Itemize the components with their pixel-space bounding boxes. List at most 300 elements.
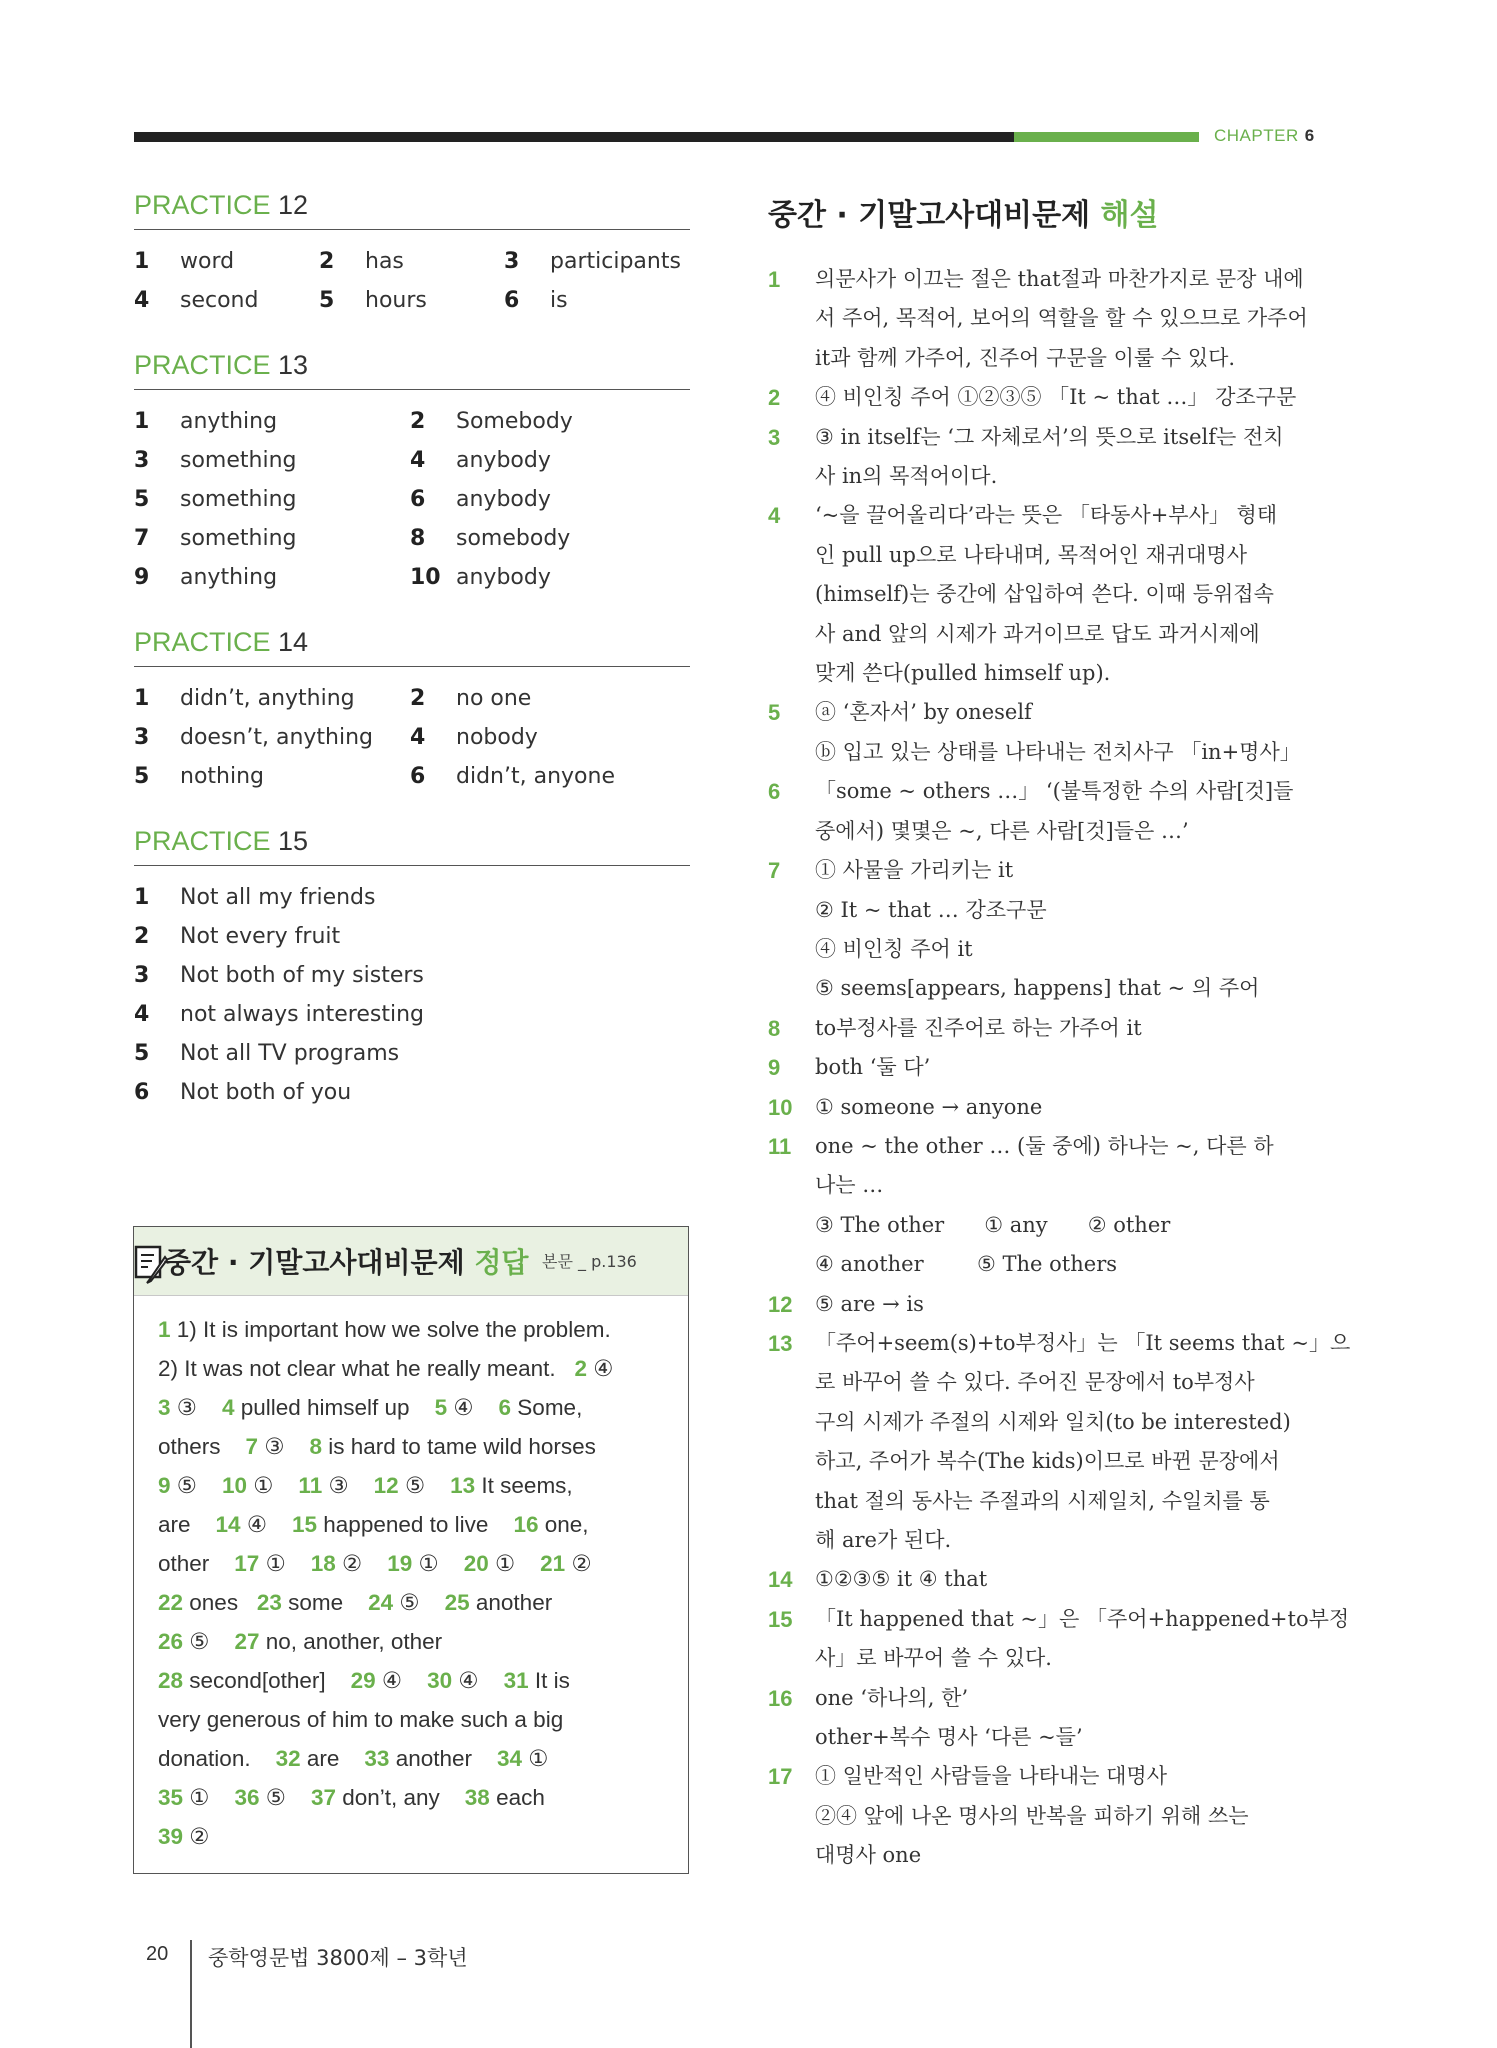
solution-item [768, 260, 1324, 378]
answer-text: donation. [158, 1746, 276, 1771]
answer-text: ones [183, 1590, 257, 1615]
solution-line: 사」로 바꾸어 쓸 수 있다. [815, 1646, 1052, 1671]
practice-answer-item [134, 402, 410, 441]
item-answer: not always interesting [180, 1002, 424, 1027]
solution-text [815, 851, 1324, 1009]
item-number: 7 [134, 526, 150, 551]
solution-text [815, 772, 1324, 851]
solution-text [815, 1757, 1324, 1875]
answer-text: one, [538, 1512, 589, 1537]
solution-line: ‘~을 끌어올리다’라는 뜻은 「타동사+부사」 형태 [815, 503, 1278, 528]
answer-number: 23 [256, 1590, 282, 1615]
answer-number: 39 [158, 1824, 184, 1849]
answer-text: no, another, other [259, 1629, 443, 1654]
answer-text: another [469, 1590, 553, 1615]
answer-text: ⑤ [183, 1629, 235, 1654]
item-number: 4 [134, 288, 150, 313]
practice-answer-item [134, 917, 690, 956]
answer-number: 18 [310, 1551, 336, 1576]
item-number: 5 [134, 764, 150, 789]
practice-answer-item [134, 956, 690, 995]
practice-section [134, 190, 690, 320]
practice-answers [134, 679, 690, 796]
item-number: 10 [410, 565, 441, 590]
practice-answer-item [134, 480, 410, 519]
practice-answer-item [134, 519, 410, 558]
solution-number: 5 [768, 700, 781, 726]
solution-line: ① 일반적인 사람들을 나타내는 대명사 [815, 1764, 1167, 1789]
book-title: 중학영문법 3800제 – 3학년 [208, 1946, 468, 1970]
solution-text [815, 693, 1324, 772]
solution-number: 8 [768, 1015, 781, 1041]
item-answer: Not every fruit [180, 924, 341, 949]
item-number: 6 [134, 1080, 150, 1105]
answer-number: 34 [497, 1746, 523, 1771]
practice-title: PRACTICE 12 [134, 190, 690, 230]
answer-number: 20 [463, 1551, 489, 1576]
answer-key-line [158, 1661, 666, 1700]
solution-line: 의문사가 이끄는 절은 that절과 마찬가지로 문장 내에 [815, 267, 1304, 291]
item-answer: nothing [180, 764, 264, 789]
answer-key-line [158, 1583, 666, 1622]
answer-number: 29 [350, 1668, 376, 1693]
practice-title: PRACTICE 13 [134, 350, 690, 390]
answer-number: 17 [234, 1551, 260, 1576]
solution-text [815, 1127, 1324, 1285]
answer-number: 8 [309, 1434, 323, 1459]
answer-text: ③ [170, 1395, 222, 1420]
solution-number: 12 [768, 1291, 793, 1317]
solution-line: that 절의 동사는 주절과의 시제일치, 수일치를 통 [815, 1488, 1270, 1513]
answer-text: ④ [240, 1512, 292, 1537]
solution-line: ①②③⑤ it ④ that [815, 1567, 988, 1592]
item-number: 6 [410, 487, 426, 512]
item-answer: nobody [456, 725, 538, 750]
item-number: 4 [410, 448, 426, 473]
header-rule-dark [134, 132, 1014, 142]
solution-line: ④ 비인칭 주어 ①②③⑤ 「It ~ that …」 강조구문 [815, 385, 1297, 410]
answer-text: ① [246, 1473, 299, 1498]
solution-line: 대명사 one [815, 1843, 922, 1868]
solution-line: ④ 비인칭 주어 it [815, 936, 973, 961]
answer-key-line [158, 1388, 666, 1427]
answer-number: 9 [158, 1473, 171, 1498]
practice-answer-item [410, 441, 690, 480]
solution-line: 나는 … [815, 1173, 884, 1198]
item-answer: Not all TV programs [180, 1041, 400, 1066]
answer-number: 25 [444, 1590, 470, 1615]
practice-answer-item [410, 679, 690, 718]
item-answer: Not all my friends [180, 885, 376, 910]
practice-number: 12 [278, 190, 309, 220]
solution-item [768, 693, 1324, 772]
practice-answer-item [134, 281, 319, 320]
solution-line: ① someone → anyone [815, 1094, 1043, 1119]
item-answer: word [180, 249, 235, 274]
item-answer: has [365, 249, 404, 274]
answer-key-line [158, 1778, 666, 1817]
solution-line: one ~ the other … (둘 중에) 하나는 ~, 다른 하 [815, 1133, 1274, 1158]
item-number: 5 [134, 1041, 150, 1066]
item-number: 2 [134, 924, 150, 949]
answer-number: 16 [513, 1512, 539, 1537]
answer-text: others [158, 1434, 246, 1459]
answer-text: ① [183, 1785, 235, 1810]
footer-divider [190, 1940, 192, 2048]
solution-number: 15 [768, 1606, 793, 1632]
item-number: 1 [134, 885, 150, 910]
answer-text: some [281, 1590, 369, 1615]
practice-answer-item [134, 1034, 690, 1073]
answer-key-body [134, 1296, 688, 1856]
solution-text [815, 1679, 1324, 1758]
practice-number: 13 [278, 350, 309, 380]
solution-line: ① 사물을 가리키는 it [815, 858, 1014, 883]
solution-item [768, 1009, 1324, 1048]
item-answer: hours [365, 288, 427, 313]
answer-key-line [158, 1544, 666, 1583]
answer-number: 1 [158, 1317, 171, 1342]
practice-answer-item [134, 878, 690, 917]
item-number: 3 [134, 963, 150, 988]
answer-text: ⑤ [393, 1590, 445, 1615]
answer-number: 10 [221, 1473, 247, 1498]
answer-text: are [158, 1512, 216, 1537]
answer-text: don’t, any [335, 1785, 465, 1810]
answer-text: ① [412, 1551, 464, 1576]
answer-key-line [158, 1310, 666, 1349]
answer-number: 7 [245, 1434, 259, 1459]
solution-line: 「주어+seem(s)+to부정사」는 「It seems that ~」으 [815, 1330, 1351, 1355]
solution-text [815, 1048, 1324, 1087]
item-answer: anything [180, 409, 278, 434]
solution-item [768, 1127, 1324, 1285]
item-number: 2 [410, 409, 426, 434]
solution-line: ③ The other ① any ② other [815, 1212, 1171, 1237]
solution-number: 16 [768, 1685, 793, 1711]
answer-text: very generous of him to make such a big [158, 1707, 564, 1732]
practice-answers [134, 402, 690, 597]
item-answer: something [180, 487, 297, 512]
practice-answer-item [134, 441, 410, 480]
answer-number: 5 [434, 1395, 448, 1420]
answer-text: second[other] [183, 1668, 351, 1693]
answer-number: 30 [427, 1668, 453, 1693]
answer-text: ④ [375, 1668, 428, 1693]
solution-line: 사 and 앞의 시제가 과거이므로 답도 과거시제에 [815, 621, 1260, 646]
solution-item [768, 1285, 1324, 1324]
answer-key-page-ref: 본문 _ p.136 [542, 1252, 637, 1271]
solution-item [768, 1048, 1324, 1087]
solution-text [815, 378, 1324, 417]
solution-line: ④ another ⑤ The others [815, 1252, 1118, 1277]
answer-number: 4 [221, 1395, 235, 1420]
item-number: 1 [134, 686, 150, 711]
practice-answer-item [319, 281, 504, 320]
solution-line: 서 주어, 목적어, 보어의 역할을 할 수 있으므로 가주어 [815, 306, 1308, 331]
solution-title: 중간 · 기말고사대비문제 해설 [768, 198, 1159, 233]
solution-line: ② It ~ that … 강조구문 [815, 897, 1047, 922]
item-number: 9 [134, 565, 150, 590]
item-answer: Not both of you [180, 1080, 352, 1105]
solution-line: 로 바꾸어 쓸 수 있다. 주어진 문장에서 to부정사 [815, 1370, 1255, 1395]
item-number: 4 [410, 725, 426, 750]
item-answer: somebody [456, 526, 571, 551]
answer-number: 3 [158, 1395, 171, 1420]
solution-line: 맞게 쓴다(pulled himself up). [815, 661, 1111, 686]
item-answer: something [180, 526, 297, 551]
practice-section [134, 826, 690, 1112]
answer-text: ⑤ [259, 1785, 311, 1810]
solution-number: 4 [768, 503, 781, 529]
item-number: 3 [134, 725, 150, 750]
solution-text [815, 496, 1324, 693]
solution-text [815, 1088, 1324, 1127]
solution-line: 중에서) 몇몇은 ~, 다른 사람[것]들은 …’ [815, 818, 1189, 843]
solution-line: ⑤ seems[appears, happens] that ~ 의 주어 [815, 976, 1260, 1001]
solution-line: ⓐ ‘혼자서’ by oneself [815, 700, 1032, 725]
solution-item [768, 418, 1324, 497]
practice-answer-item [134, 995, 690, 1034]
answer-number: 13 [450, 1473, 476, 1498]
answer-number: 35 [158, 1785, 184, 1810]
item-number: 2 [319, 249, 335, 274]
practice-answer-item [134, 558, 410, 597]
item-number: 3 [504, 249, 520, 274]
solution-line: it과 함께 가주어, 진주어 구문을 이룰 수 있다. [815, 345, 1236, 370]
solution-line: other+복수 명사 ‘다른 ~들’ [815, 1725, 1083, 1750]
item-answer: doesn’t, anything [180, 725, 374, 750]
solution-number: 6 [768, 779, 781, 805]
solution-line: ⓑ 입고 있는 상태를 나타내는 전치사구 「in+명사」 [815, 739, 1301, 764]
solution-number: 14 [768, 1567, 793, 1593]
solution-line: both ‘둘 다’ [815, 1055, 931, 1080]
solution-column [768, 190, 1351, 1876]
solution-number: 10 [768, 1094, 793, 1120]
solution-item [768, 1088, 1324, 1127]
item-answer: participants [550, 249, 681, 274]
practice-number: 15 [278, 826, 309, 856]
answer-text: are [300, 1746, 365, 1771]
practice-answer-item [410, 480, 690, 519]
answer-number: 33 [364, 1746, 390, 1771]
item-answer: second [180, 288, 259, 313]
item-answer: anybody [456, 487, 551, 512]
practice-answer-item [410, 757, 690, 796]
solution-item [768, 1560, 1324, 1599]
item-answer: didn’t, anything [180, 686, 355, 711]
solution-line: 구의 시제가 주절의 시제와 일치(to be interested) [815, 1409, 1291, 1434]
item-number: 2 [410, 686, 426, 711]
item-number: 1 [134, 249, 150, 274]
answer-key-line [158, 1505, 666, 1544]
solution-item [768, 496, 1324, 693]
answer-text: happened to live [317, 1512, 514, 1537]
item-answer: Somebody [456, 409, 573, 434]
solution-line: (himself)는 중간에 삽입하여 쓴다. 이때 등위접속 [815, 582, 1274, 607]
item-number: 5 [134, 487, 150, 512]
answer-key-box [133, 1226, 689, 1874]
solution-line: ②④ 앞에 나온 명사의 반복을 피하기 위해 쓰는 [815, 1803, 1249, 1828]
answer-text: ④ [586, 1356, 614, 1381]
solution-number: 9 [768, 1055, 781, 1081]
solution-number: 2 [768, 385, 781, 411]
item-answer: something [180, 448, 297, 473]
answer-number: 21 [540, 1551, 566, 1576]
practice-answer-item [410, 558, 690, 597]
practice-section [134, 627, 690, 796]
item-number: 6 [410, 764, 426, 789]
item-number: 4 [134, 1002, 150, 1027]
item-answer: no one [456, 686, 532, 711]
answer-text: 1) It is important how we solve the problem. [170, 1317, 611, 1342]
answer-key-header [134, 1227, 688, 1296]
solution-text [815, 418, 1324, 497]
solution-line: 「It happened that ~」은 「주어+happened+to부정 [815, 1606, 1350, 1631]
answer-text: ④ [447, 1395, 499, 1420]
answer-text: other [158, 1551, 235, 1576]
practice-section [134, 350, 690, 597]
solution-line: to부정사를 진주어로 하는 가주어 it [815, 1015, 1142, 1040]
solution-number: 7 [768, 858, 781, 884]
answer-key-line [158, 1427, 666, 1466]
solution-number: 11 [768, 1133, 792, 1159]
solution-item [768, 851, 1324, 1009]
answer-text: ① [488, 1551, 541, 1576]
item-answer: didn’t, anyone [456, 764, 615, 789]
answer-key-line [158, 1466, 666, 1505]
practice-answer-item [134, 718, 410, 757]
answer-number: 26 [158, 1629, 184, 1654]
answer-text: Some, [511, 1395, 583, 1420]
practice-answer-item [134, 1073, 690, 1112]
practice-column [134, 190, 690, 1142]
solution-line: 「some ~ others …」 ‘(불특정한 수의 사람[것]들 [815, 779, 1294, 804]
solution-item [768, 1757, 1324, 1875]
answer-text: ④ [452, 1668, 504, 1693]
answer-text: It is [528, 1668, 570, 1693]
solution-line: 사 in의 목적어이다. [815, 464, 998, 489]
answer-number: 28 [158, 1668, 184, 1693]
practice-answer-item [134, 679, 410, 718]
answer-text: ⑤ [398, 1473, 451, 1498]
practice-title: PRACTICE 15 [134, 826, 690, 866]
answer-text: ① [522, 1746, 549, 1771]
solution-number: 3 [768, 424, 781, 450]
answer-key-line [158, 1349, 666, 1388]
practice-answer-item [134, 242, 319, 281]
answer-number: 37 [310, 1785, 336, 1810]
practice-number: 14 [278, 627, 309, 657]
item-answer: is [550, 288, 568, 313]
solution-text [815, 1285, 1324, 1324]
solution-text [815, 260, 1324, 378]
answer-text: is hard to tame wild horses [322, 1434, 596, 1459]
solution-item [768, 378, 1324, 417]
item-answer: anybody [456, 448, 551, 473]
item-answer: anybody [456, 565, 551, 590]
answer-text: ⑤ [170, 1473, 222, 1498]
item-number: 1 [134, 409, 150, 434]
answer-number: 24 [368, 1590, 394, 1615]
practice-answer-item [504, 281, 690, 320]
solution-line: 인 pull up으로 나타내며, 목적어인 재귀대명사 [815, 542, 1247, 567]
solution-item [768, 1324, 1351, 1560]
practice-title: PRACTICE 14 [134, 627, 690, 667]
answer-number: 11 [298, 1473, 323, 1498]
answer-number: 27 [234, 1629, 260, 1654]
solution-item [768, 772, 1324, 851]
answer-number: 31 [503, 1668, 529, 1693]
answer-text: ③ [322, 1473, 374, 1498]
answer-text: 2) It was not clear what he really meant. [158, 1356, 575, 1381]
answer-text: ② [183, 1824, 210, 1849]
answer-number: 22 [158, 1590, 184, 1615]
practice-answer-item [134, 757, 410, 796]
page-number: 20 [146, 1943, 169, 1965]
item-number: 8 [410, 526, 426, 551]
practice-answer-item [410, 519, 690, 558]
solution-line: ⑤ are → is [815, 1291, 924, 1316]
practice-answer-item [410, 402, 690, 441]
solution-text [815, 1009, 1324, 1048]
item-answer: anything [180, 565, 278, 590]
answer-key-line [158, 1622, 666, 1661]
item-number: 5 [319, 288, 335, 313]
answer-number: 36 [234, 1785, 260, 1810]
answer-text: ② [565, 1551, 592, 1576]
solution-line: 하고, 주어가 복수(The kids)이므로 바뀐 문장에서 [815, 1449, 1280, 1474]
practice-answers [134, 878, 690, 1112]
solution-text [815, 1600, 1349, 1679]
item-answer: Not both of my sisters [180, 963, 424, 988]
answer-number: 6 [498, 1395, 512, 1420]
solution-line: 해 are가 된다. [815, 1528, 952, 1552]
answer-text: ③ [258, 1434, 310, 1459]
solution-item [768, 1600, 1350, 1679]
answer-key-line [158, 1700, 666, 1739]
answer-text: It seems, [475, 1473, 573, 1498]
solution-list [768, 260, 1351, 1876]
practice-answer-item [410, 718, 690, 757]
practice-answer-item [319, 242, 504, 281]
solution-line: ③ in itself는 ‘그 자체로서’의 뜻으로 itself는 전치 [815, 424, 1284, 449]
item-number: 3 [134, 448, 150, 473]
solution-number: 1 [768, 267, 781, 292]
answer-number: 12 [373, 1473, 399, 1498]
solution-line: one ‘하나의, 한’ [815, 1685, 969, 1710]
answer-number: 38 [464, 1785, 490, 1810]
solution-number: 17 [768, 1764, 793, 1790]
answer-number: 32 [275, 1746, 301, 1771]
answer-number: 15 [292, 1512, 318, 1537]
solution-number: 13 [768, 1330, 793, 1356]
solution-item [768, 1679, 1324, 1758]
solution-text [815, 1324, 1350, 1560]
answer-text: another [389, 1746, 498, 1771]
answer-key-line [158, 1817, 666, 1856]
answer-number: 2 [574, 1356, 587, 1381]
item-number: 6 [504, 288, 520, 313]
answer-key-title: 중간 · 기말고사대비문제 정답 [164, 1246, 529, 1279]
answer-text: pulled himself up [234, 1395, 435, 1420]
answer-text: each [489, 1785, 545, 1810]
answer-number: 19 [387, 1551, 413, 1576]
header-rule-accent [1014, 132, 1199, 142]
solution-text [815, 1560, 1324, 1599]
answer-number: 14 [215, 1512, 241, 1537]
answer-text: ② [335, 1551, 388, 1576]
